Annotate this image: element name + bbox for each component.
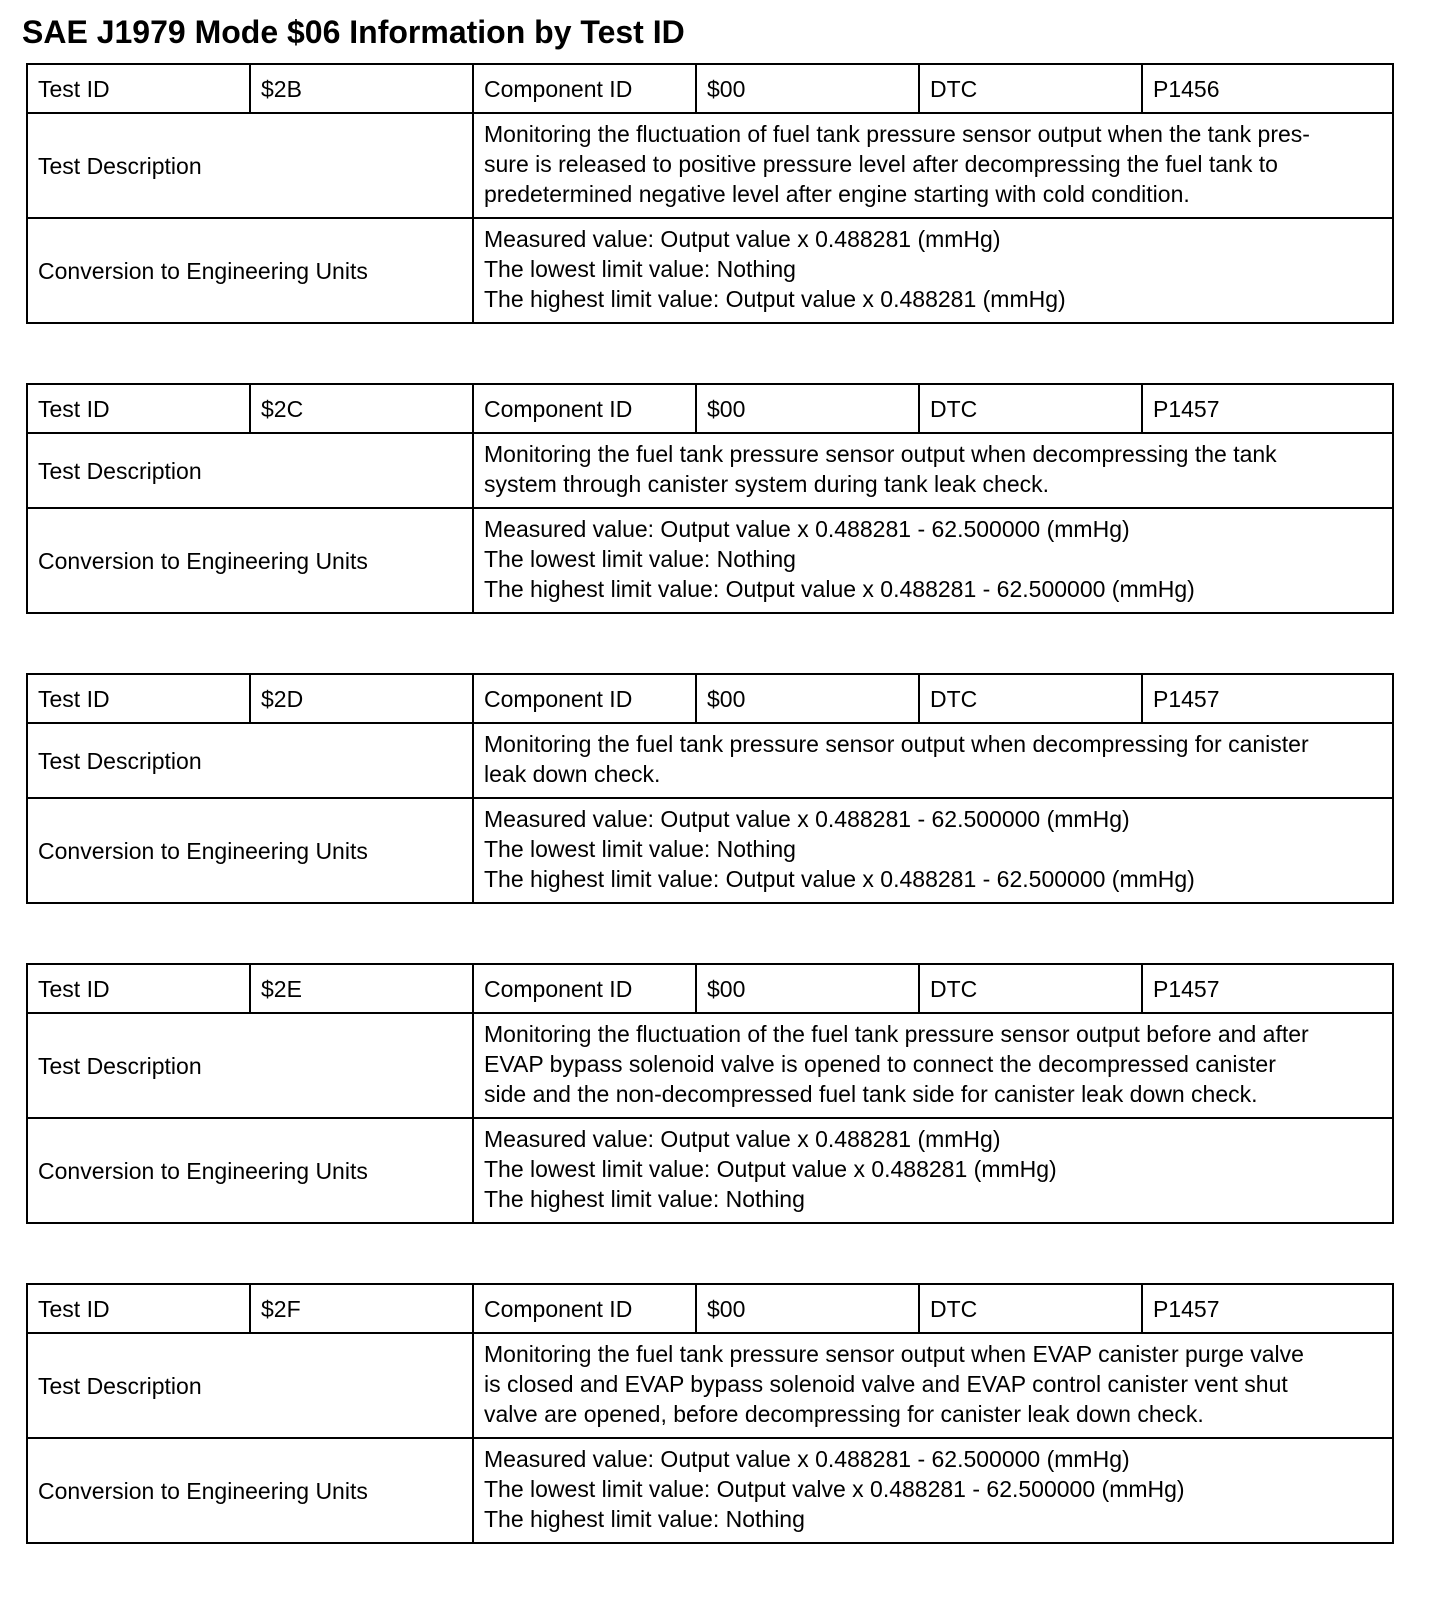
dtc-value: P1457	[1142, 674, 1393, 723]
test-id-value: $2C	[250, 384, 473, 433]
dtc-value: P1457	[1142, 384, 1393, 433]
description-line: Monitoring the fluctuation of fuel tank pressure sensor output when the tank pres-	[484, 121, 1310, 147]
measured-value: Measured value: Output value x 0.488281 (mmHg)	[484, 1126, 1001, 1152]
lowest-limit-value: The lowest limit value: Nothing	[484, 546, 796, 572]
conversion-text	[473, 1438, 1393, 1543]
test-table-2d	[26, 673, 1394, 904]
conversion-label: Conversion to Engineering Units	[27, 1438, 473, 1543]
test-id-label: Test ID	[27, 1284, 250, 1333]
measured-value: Measured value: Output value x 0.488281 - 62.500000 (mmHg)	[484, 806, 1130, 832]
component-id-value: $00	[696, 964, 919, 1013]
test-id-label: Test ID	[27, 64, 250, 113]
test-description-label: Test Description	[27, 1013, 473, 1118]
description-line: predetermined negative level after engine starting with cold condition.	[484, 181, 1190, 207]
description-line: is closed and EVAP bypass solenoid valve and EVAP control canister vent shut	[484, 1371, 1288, 1397]
highest-limit-value: The highest limit value: Nothing	[484, 1186, 805, 1212]
description-line: Monitoring the fluctuation of the fuel tank pressure sensor output before and after	[484, 1021, 1309, 1047]
test-id-value: $2F	[250, 1284, 473, 1333]
test-id-label: Test ID	[27, 964, 250, 1013]
test-description-label: Test Description	[27, 723, 473, 798]
test-description-text	[473, 723, 1393, 798]
component-id-value: $00	[696, 1284, 919, 1333]
lowest-limit-value: The lowest limit value: Nothing	[484, 256, 796, 282]
dtc-label: DTC	[919, 64, 1142, 113]
lowest-limit-value: The lowest limit value: Output value x 0.488281 (mmHg)	[484, 1156, 1057, 1182]
conversion-label: Conversion to Engineering Units	[27, 798, 473, 903]
test-table-2e	[26, 963, 1394, 1224]
test-id-value: $2E	[250, 964, 473, 1013]
description-line: leak down check.	[484, 761, 661, 787]
test-id-label: Test ID	[27, 384, 250, 433]
description-line: valve are opened, before decompressing for canister leak down check.	[484, 1401, 1204, 1427]
dtc-label: DTC	[919, 674, 1142, 723]
dtc-value: P1457	[1142, 964, 1393, 1013]
conversion-text	[473, 508, 1393, 613]
conversion-text	[473, 1118, 1393, 1223]
page-title: SAE J1979 Mode $06 Information by Test ID	[22, 14, 685, 50]
dtc-label: DTC	[919, 1284, 1142, 1333]
conversion-row	[27, 508, 1393, 613]
test-description-text	[473, 433, 1393, 508]
description-line: Monitoring the fuel tank pressure sensor output when decompressing for canister	[484, 731, 1309, 757]
table-header-row	[27, 964, 1393, 1013]
description-line: Monitoring the fuel tank pressure sensor output when EVAP canister purge valve	[484, 1341, 1304, 1367]
description-row	[27, 433, 1393, 508]
table-header-row	[27, 384, 1393, 433]
test-description-text	[473, 1333, 1393, 1438]
component-id-label: Component ID	[473, 384, 696, 433]
dtc-label: DTC	[919, 384, 1142, 433]
conversion-row	[27, 1118, 1393, 1223]
test-table-2c	[26, 383, 1394, 614]
highest-limit-value: The highest limit value: Output value x 0.488281 - 62.500000 (mmHg)	[484, 576, 1195, 602]
test-description-text	[473, 113, 1393, 218]
table-header-row	[27, 674, 1393, 723]
component-id-label: Component ID	[473, 64, 696, 113]
conversion-text	[473, 798, 1393, 903]
component-id-label: Component ID	[473, 674, 696, 723]
dtc-value: P1457	[1142, 1284, 1393, 1333]
description-row	[27, 723, 1393, 798]
component-id-value: $00	[696, 674, 919, 723]
description-line: sure is released to positive pressure level after decompressing the fuel tank to	[484, 151, 1278, 177]
conversion-row	[27, 798, 1393, 903]
lowest-limit-value: The lowest limit value: Output valve x 0.488281 - 62.500000 (mmHg)	[484, 1476, 1185, 1502]
description-row	[27, 1333, 1393, 1438]
test-table-2b	[26, 63, 1394, 324]
conversion-label: Conversion to Engineering Units	[27, 218, 473, 323]
description-line: Monitoring the fuel tank pressure sensor output when decompressing the tank	[484, 441, 1277, 467]
test-description-text	[473, 1013, 1393, 1118]
description-line: system through canister system during tank leak check.	[484, 471, 1050, 497]
highest-limit-value: The highest limit value: Output value x 0.488281 (mmHg)	[484, 286, 1066, 312]
measured-value: Measured value: Output value x 0.488281 - 62.500000 (mmHg)	[484, 516, 1130, 542]
lowest-limit-value: The lowest limit value: Nothing	[484, 836, 796, 862]
test-description-label: Test Description	[27, 433, 473, 508]
description-line: side and the non-decompressed fuel tank side for canister leak down check.	[484, 1081, 1258, 1107]
component-id-value: $00	[696, 384, 919, 433]
table-header-row	[27, 1284, 1393, 1333]
test-id-label: Test ID	[27, 674, 250, 723]
test-description-label: Test Description	[27, 1333, 473, 1438]
test-id-value: $2B	[250, 64, 473, 113]
conversion-label: Conversion to Engineering Units	[27, 508, 473, 613]
component-id-label: Component ID	[473, 964, 696, 1013]
dtc-value: P1456	[1142, 64, 1393, 113]
conversion-text	[473, 218, 1393, 323]
description-row	[27, 113, 1393, 218]
highest-limit-value: The highest limit value: Nothing	[484, 1506, 805, 1532]
description-line: EVAP bypass solenoid valve is opened to connect the decompressed canister	[484, 1051, 1276, 1077]
dtc-label: DTC	[919, 964, 1142, 1013]
component-id-value: $00	[696, 64, 919, 113]
test-id-value: $2D	[250, 674, 473, 723]
description-row	[27, 1013, 1393, 1118]
test-description-label: Test Description	[27, 113, 473, 218]
measured-value: Measured value: Output value x 0.488281 - 62.500000 (mmHg)	[484, 1446, 1130, 1472]
highest-limit-value: The highest limit value: Output value x 0.488281 - 62.500000 (mmHg)	[484, 866, 1195, 892]
conversion-label: Conversion to Engineering Units	[27, 1118, 473, 1223]
measured-value: Measured value: Output value x 0.488281 (mmHg)	[484, 226, 1001, 252]
conversion-row	[27, 1438, 1393, 1543]
component-id-label: Component ID	[473, 1284, 696, 1333]
conversion-row	[27, 218, 1393, 323]
test-table-2f	[26, 1283, 1394, 1544]
table-header-row	[27, 64, 1393, 113]
